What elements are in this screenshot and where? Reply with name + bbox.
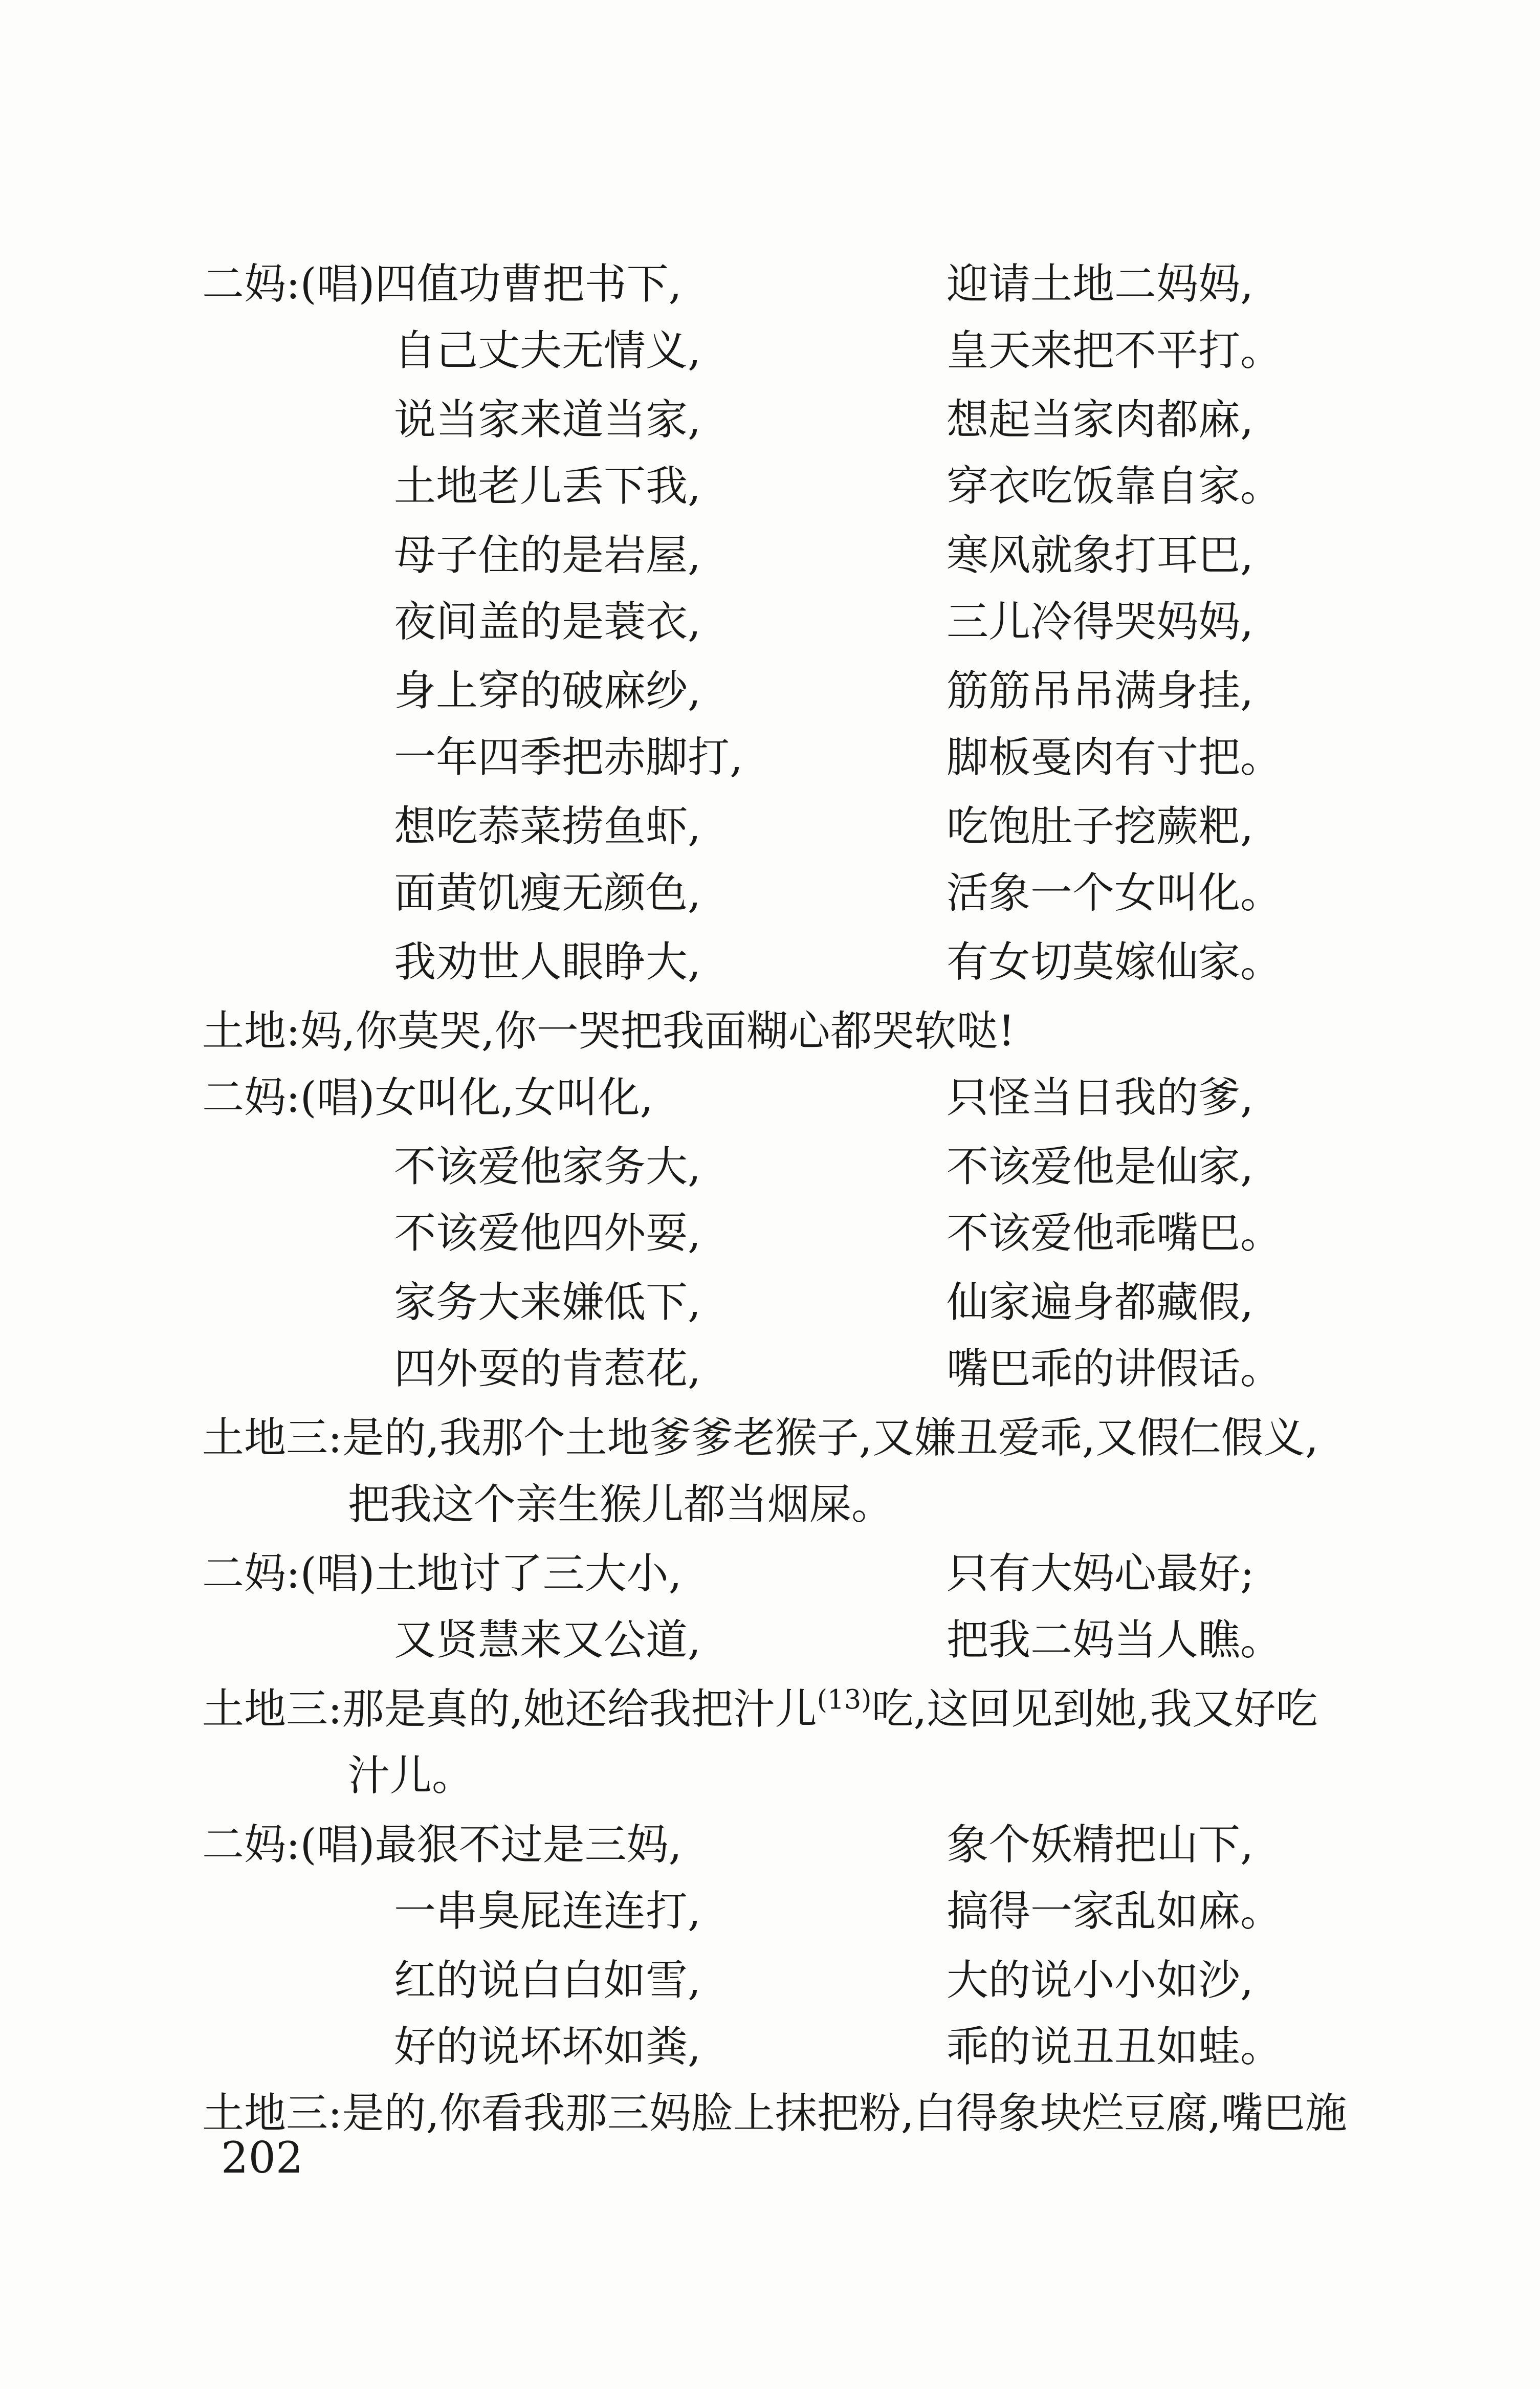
verse-right: 脚板戞肉有寸把。 [947, 733, 1283, 782]
verse-right: 想起当家肉都麻, [947, 396, 1254, 444]
verse-right: 皇天来把不平打。 [947, 326, 1283, 375]
speaker-line: 二妈:(唱)女叫化,女叫化, [202, 1073, 653, 1122]
verse-left: 母子住的是岩屋, [394, 531, 701, 580]
verse-right: 大的说小小如沙, [947, 1956, 1254, 2005]
verse-left: 不该爱他家务大, [394, 1143, 701, 1191]
verse-right: 把我二妈当人瞧。 [947, 1616, 1283, 1664]
verse-left: 又贤慧来又公道, [394, 1616, 701, 1664]
verse-left: 身上穿的破麻纱, [394, 667, 701, 715]
verse-right: 寒风就象打耳巴, [947, 531, 1254, 580]
verse-left: 一年四季把赤脚打, [394, 733, 743, 782]
verse-right: 吃饱肚子挖蕨粑, [947, 802, 1254, 851]
prose-line: 土地:妈,你莫哭,你一哭把我面糊心都哭软哒! [202, 1007, 1015, 1056]
prose-line: 土地三:是的,我那个土地爹爹老猴子,又嫌丑爱乖,又假仁假义, [202, 1414, 1318, 1462]
verse-right: 不该爱他乖嘴巴。 [947, 1209, 1283, 1258]
verse-right: 迎请土地二妈妈, [947, 260, 1254, 309]
prose-continuation: 汁儿。 [348, 1751, 474, 1800]
verse-right: 活象一个女叫化。 [947, 869, 1283, 917]
footnote-marker: (13) [817, 1684, 872, 1716]
page-number: 202 [221, 2133, 303, 2183]
prose-text: 吃,这回见到她,我又好吃 [871, 1685, 1318, 1734]
prose-line: 土地三:是的,你看我那三妈脸上抹把粉,白得象块烂豆腐,嘴巴施 [202, 2089, 1347, 2138]
verse-left: 红的说白白如雪, [394, 1956, 701, 2005]
verse-right: 三儿冷得哭妈妈, [947, 598, 1254, 646]
verse-right: 象个妖精把山下, [947, 1821, 1254, 1869]
verse-left: 不该爱他四外耍, [394, 1209, 701, 1258]
speaker-line: 二妈:(唱)土地讨了三大小, [202, 1549, 682, 1598]
verse-left: 一串臭屁连连打, [394, 1887, 701, 1936]
verse-right: 有女切莫嫁仙家。 [947, 938, 1283, 987]
verse-right: 穿衣吃饭靠自家。 [947, 462, 1283, 511]
verse-left: 面黄饥瘦无颜色, [394, 869, 701, 917]
verse-left: 夜间盖的是蓑衣, [394, 598, 701, 646]
verse-right: 仙家遍身都藏假, [947, 1278, 1254, 1327]
verse-right: 只怪当日我的爹, [947, 1073, 1254, 1122]
verse-left: 我劝世人眼睁大, [394, 938, 701, 987]
verse-left: 家务大来嫌低下, [394, 1278, 701, 1327]
verse-left: 四外耍的肯惹花, [394, 1345, 701, 1393]
verse-right: 只有大妈心最好; [947, 1549, 1255, 1598]
speaker-line: 二妈:(唱)四值功曹把书下, [202, 260, 682, 309]
verse-right: 不该爱他是仙家, [947, 1143, 1254, 1191]
verse-right: 乖的说丑丑如蛙。 [947, 2023, 1283, 2071]
verse-right: 嘴巴乖的讲假话。 [947, 1345, 1283, 1393]
verse-left: 土地老儿丢下我, [394, 462, 701, 511]
prose-continuation: 把我这个亲生猴儿都当烟屎。 [348, 1480, 894, 1529]
prose-line [202, 1684, 1318, 1734]
verse-right: 搞得一家乱如麻。 [947, 1887, 1283, 1936]
speaker-line: 二妈:(唱)最狠不过是三妈, [202, 1821, 682, 1869]
verse-left: 想吃菾菜捞鱼虾, [394, 802, 701, 851]
verse-left: 好的说坏坏如粪, [394, 2023, 701, 2071]
verse-right: 筋筋吊吊满身挂, [947, 667, 1254, 715]
verse-left: 自己丈夫无情义, [394, 326, 701, 375]
prose-text: 土地三:那是真的,她还给我把汁儿 [202, 1685, 817, 1734]
verse-left: 说当家来道当家, [394, 396, 701, 444]
